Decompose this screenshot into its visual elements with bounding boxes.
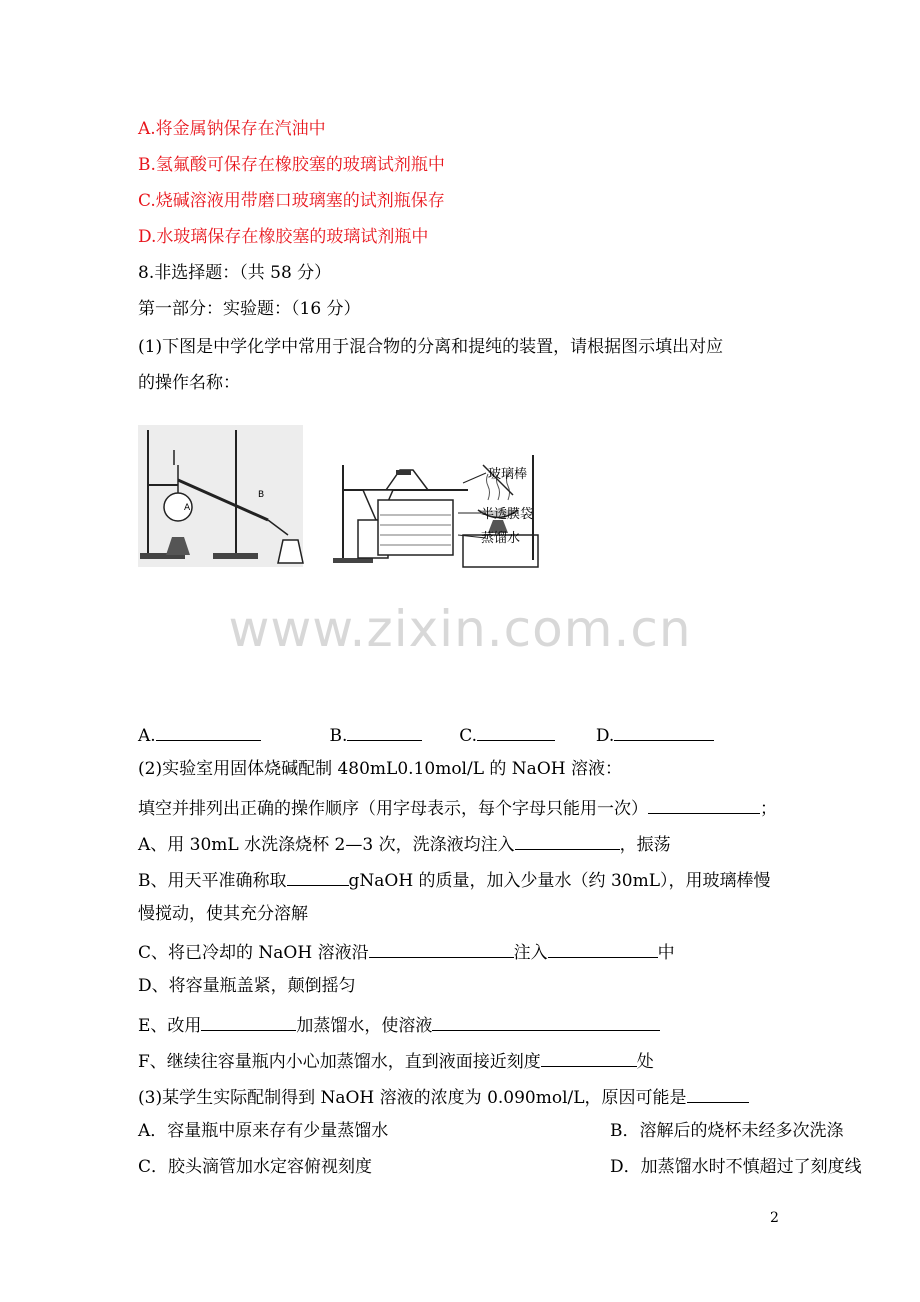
option-b: B.氢氟酸可保存在橡胶塞的玻璃试剂瓶中 <box>138 155 445 175</box>
answer-a-label: A. <box>138 726 156 746</box>
option-d: D.水玻璃保存在橡胶塞的玻璃试剂瓶中 <box>138 227 429 247</box>
answer-b-blank[interactable] <box>347 722 422 741</box>
answer-a-blank[interactable] <box>156 722 261 741</box>
question-3 <box>138 1084 749 1109</box>
label-glass-rod: 玻璃棒 <box>488 467 528 482</box>
label-a: A <box>184 503 191 513</box>
step-b <box>138 867 771 892</box>
apparatus-figure <box>138 425 698 575</box>
step-b-line-2: 慢搅动，使其充分溶解 <box>138 904 308 924</box>
answer-c-blank[interactable] <box>477 722 555 741</box>
step-b-post: gNaOH 的质量，加入少量水（约 30mL），用玻璃棒慢 <box>348 871 771 891</box>
answer-d-label: D. <box>595 726 615 746</box>
answer-d-blank[interactable] <box>614 722 714 741</box>
step-c-blank-2[interactable] <box>548 939 658 958</box>
question-3-options-row-2 <box>138 1156 862 1178</box>
step-d: D、将容量瓶盖紧，颠倒摇匀 <box>138 976 356 996</box>
receiving-flask <box>278 540 303 563</box>
step-c <box>138 939 675 964</box>
q3-option-a: A．容量瓶中原来存有少量蒸馏水 <box>138 1121 389 1141</box>
part-title: 第一部分：实验题：（16 分） <box>138 299 361 319</box>
answer-c-label: C. <box>459 726 478 746</box>
dialysis-beaker <box>378 500 453 555</box>
question-2-order <box>138 795 777 820</box>
question-1-line-1: (1)下图是中学化学中常用于混合物的分离和提纯的装置，请根据图示填出对应 <box>138 337 724 357</box>
step-f <box>138 1048 654 1073</box>
question-2-order-text: 填空并排列出正确的操作顺序（用字母表示，每个字母只能用一次） <box>138 799 648 819</box>
question-3-options-row-1 <box>138 1120 844 1142</box>
step-c-text: C、将已冷却的 NaOH 溶液沿 <box>138 943 369 963</box>
q3-option-d: D．加蒸馏水时不慎超过了刻度线 <box>610 1157 862 1177</box>
step-b-text: B、用天平准确称取 <box>138 871 287 891</box>
step-e-blank-2[interactable] <box>432 1012 660 1031</box>
page-number: 2 <box>770 1210 779 1226</box>
option-a: A.将金属钠保存在汽油中 <box>138 119 326 139</box>
step-c-post: 中 <box>657 943 675 963</box>
step-a-blank[interactable] <box>515 831 620 850</box>
answer-row <box>138 722 714 747</box>
question-2-title: (2)实验室用固体烧碱配制 480mL0.10mol/L 的 NaOH 溶液： <box>138 759 622 779</box>
option-c: C.烧碱溶液用带磨口玻璃塞的试剂瓶保存 <box>138 191 445 211</box>
step-c-blank-1[interactable] <box>369 939 514 958</box>
step-a <box>138 831 671 856</box>
step-f-blank[interactable] <box>541 1048 637 1067</box>
order-blank[interactable] <box>648 795 760 814</box>
question-2-order-end: ； <box>760 799 777 819</box>
step-e <box>138 1012 660 1037</box>
answer-b-label: B. <box>329 726 348 746</box>
label-distilled-water: 蒸馏水 <box>481 531 521 546</box>
step-e-mid: 加蒸馏水，使溶液 <box>296 1016 433 1036</box>
step-b-blank[interactable] <box>287 867 349 886</box>
question-3-blank[interactable] <box>687 1084 749 1103</box>
step-a-post: ，振荡 <box>619 835 671 855</box>
step-f-text: F、继续往容量瓶内小心加蒸馏水，直到液面接近刻度 <box>138 1052 541 1072</box>
label-b: B <box>258 490 265 500</box>
step-f-post: 处 <box>636 1052 654 1072</box>
distillation-panel <box>138 425 303 567</box>
step-e-blank-1[interactable] <box>201 1012 296 1031</box>
watermark: www.zixin.com.cn <box>228 600 692 658</box>
step-c-mid: 注入 <box>513 943 548 963</box>
apparatus-drawing <box>138 425 698 575</box>
section-title: 8.非选择题：（共 58 分） <box>138 263 332 283</box>
question-3-text: (3)某学生实际配制得到 NaOH 溶液的浓度为 0.090mol/L，原因可能是 <box>138 1088 687 1108</box>
question-1-line-2: 的操作名称： <box>138 373 240 393</box>
q3-option-b: B．溶解后的烧杯未经多次洗涤 <box>610 1121 844 1141</box>
q3-option-c: C．胶头滴管加水定容俯视刻度 <box>138 1157 373 1177</box>
step-e-text: E、改用 <box>138 1016 202 1036</box>
label-membrane-bag: 半透膜袋 <box>481 507 534 522</box>
step-a-text: A、用 30mL 水洗涤烧杯 2—3 次，洗涤液均注入 <box>138 835 515 855</box>
